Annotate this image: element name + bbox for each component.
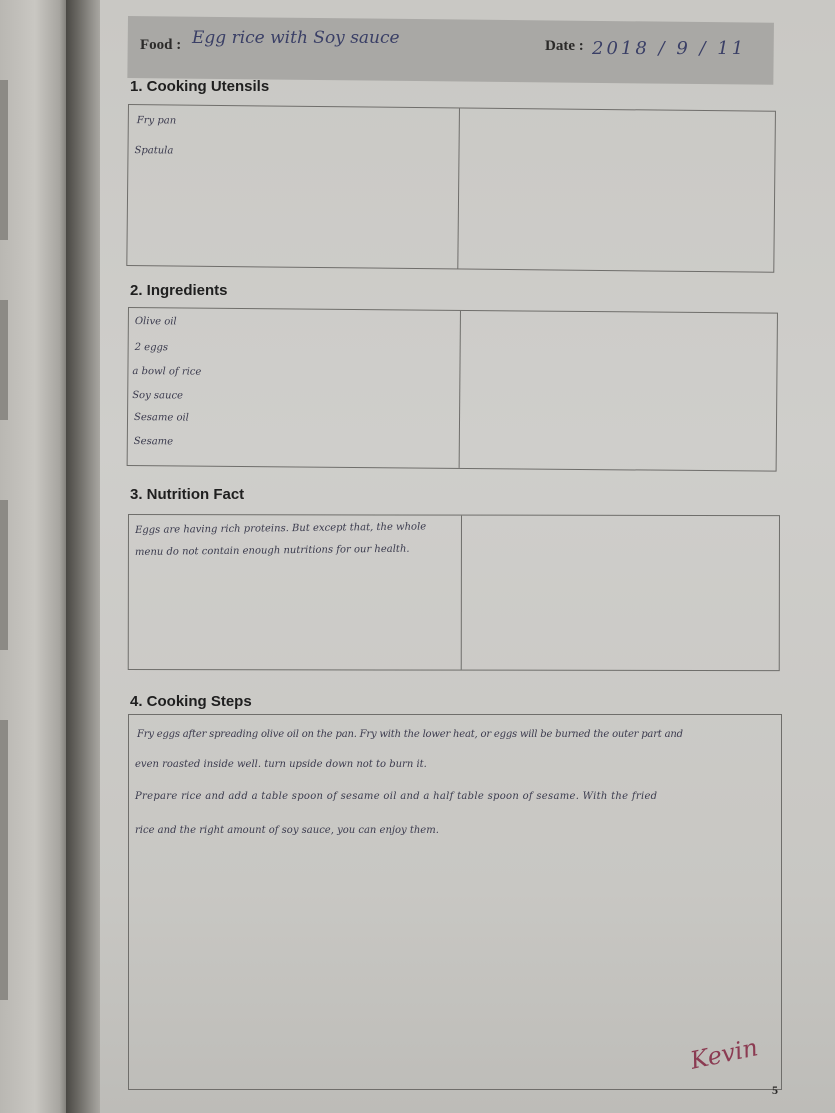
box-divider bbox=[461, 516, 462, 670]
nutrition-line: menu do not contain enough nutritions for our health. bbox=[134, 543, 410, 559]
nutrition-box bbox=[128, 514, 780, 671]
steps-title: 4. Cooking Steps bbox=[130, 693, 252, 710]
page-number: 5 bbox=[772, 1083, 778, 1097]
food-value: Egg rice with Soy sauce bbox=[192, 28, 400, 48]
date-label: Date : bbox=[545, 38, 584, 54]
box-divider bbox=[457, 108, 460, 268]
student-signature: Kevin bbox=[687, 1033, 761, 1075]
page-edge bbox=[0, 300, 8, 420]
ingredient-item: Olive oil bbox=[134, 316, 177, 328]
nutrition-title: 3. Nutrition Fact bbox=[130, 486, 245, 503]
step-line: rice and the right amount of soy sauce, you can enjoy them. bbox=[135, 825, 439, 836]
nutrition-line: Eggs are having rich proteins. But except that, the whole bbox=[134, 521, 427, 537]
page-edge bbox=[0, 80, 8, 240]
ingredient-item: Soy sauce bbox=[132, 390, 184, 402]
ingredients-title: 2. Ingredients bbox=[130, 282, 228, 299]
utensils-box bbox=[126, 104, 776, 273]
ingredients-box bbox=[127, 307, 778, 472]
adjacent-page bbox=[0, 0, 70, 1113]
box-divider bbox=[459, 311, 461, 468]
step-line: Prepare rice and add a table spoon of sesame oil and a half table spoon of sesame. With the fried bbox=[135, 791, 658, 802]
step-line: Fry eggs after spreading olive oil on the pan. Fry with the lower heat, or eggs will be burned the outer part and bbox=[137, 729, 683, 740]
steps-box bbox=[128, 714, 782, 1090]
ingredient-item: Sesame oil bbox=[133, 412, 189, 424]
page-edge bbox=[0, 500, 8, 650]
ingredient-item: 2 eggs bbox=[134, 342, 169, 354]
utensils-title: 1. Cooking Utensils bbox=[130, 78, 270, 95]
utensil-item: Spatula bbox=[134, 145, 174, 157]
date-value: 2018 / 9 / 11 bbox=[592, 38, 747, 59]
step-line: even roasted inside well. turn upside down not to burn it. bbox=[135, 759, 427, 770]
ingredient-item: Sesame bbox=[133, 436, 174, 448]
utensil-item: Fry pan bbox=[136, 115, 177, 127]
food-label: Food : bbox=[140, 37, 182, 53]
ingredient-item: a bowl of rice bbox=[132, 366, 202, 378]
page-edge bbox=[0, 720, 8, 1000]
